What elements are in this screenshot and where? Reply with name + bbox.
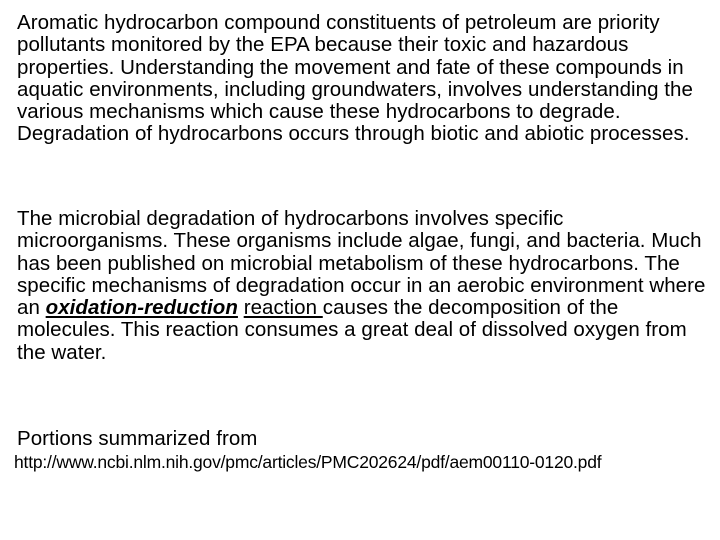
source-label: Portions summarized from xyxy=(17,427,258,450)
microbial-text-after: causes the decomposition of the molecules. This reaction consumes a great deal of dissolved oxygen from the water. xyxy=(17,296,687,364)
oxidation-reduction-term: oxidation-reduction xyxy=(45,296,238,320)
microbial-text-before: The microbial degradation of hydrocarbons involves specific microorganisms. These organisms include algae, fungi, and bacteria. Much has been published on microbial metabolism of these hydrocarbons. The specific mechanisms of degradation occur in an aerobic environment where an xyxy=(17,207,706,320)
microbial-degradation-paragraph xyxy=(17,208,707,364)
source-url: http://www.ncbi.nlm.nih.gov/pmc/articles/PMC202624/pdf/aem00110-0120.pdf xyxy=(14,452,602,472)
intro-paragraph: Aromatic hydrocarbon compound constituents of petroleum are priority pollutants monitored by the EPA because their toxic and hazardous properties. Understanding the movement and fate of these compounds in aquatic environments, including groundwaters, involves understanding the various mechanisms which cause these hydrocarbons to degrade. Degradation of hydrocarbons occurs through biotic and abiotic processes. xyxy=(17,11,693,146)
reaction-term: reaction xyxy=(243,296,323,320)
